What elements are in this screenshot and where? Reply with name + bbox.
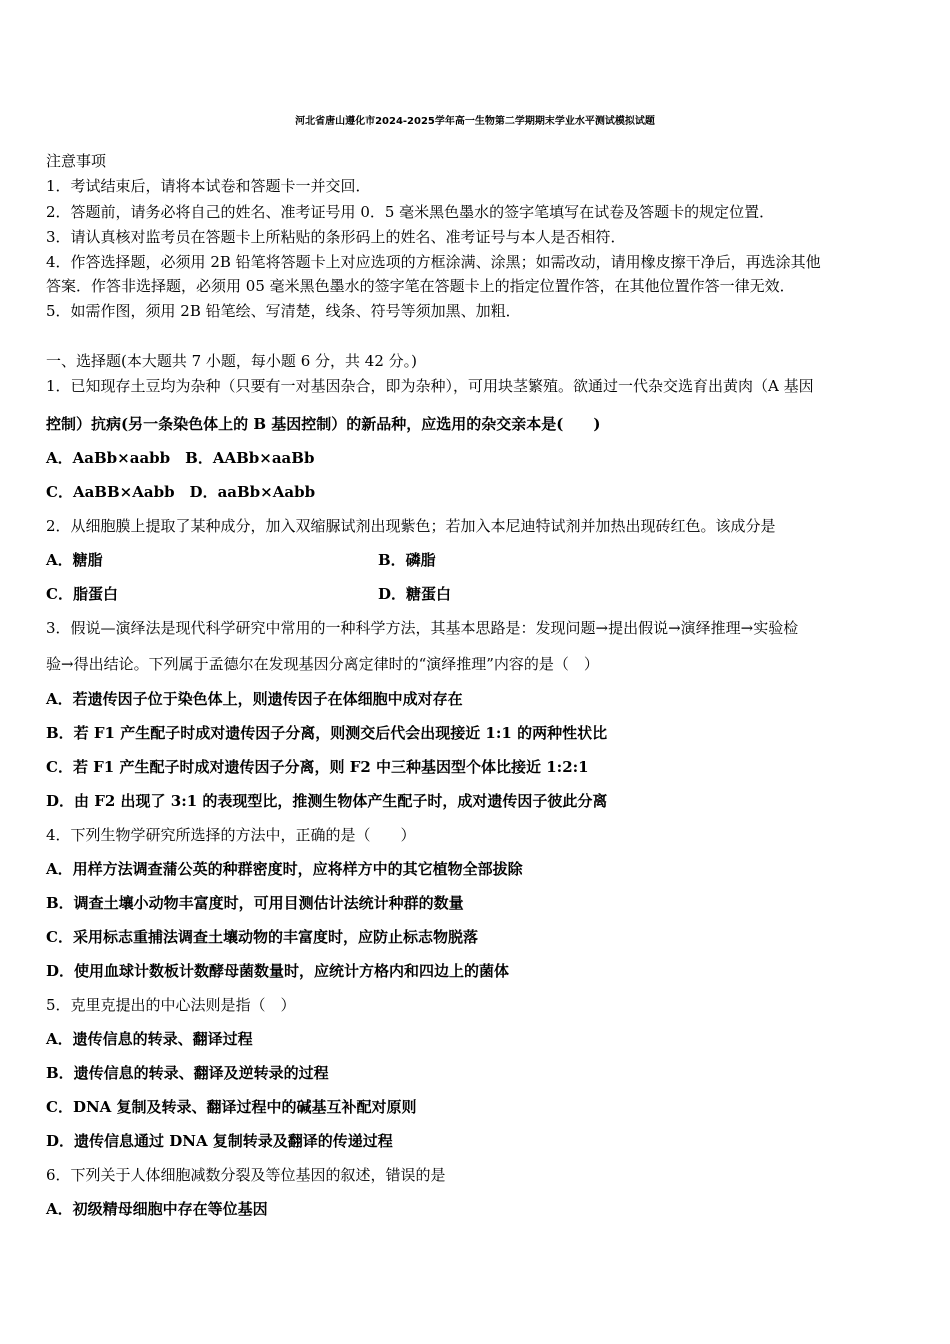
notice-item: 2．答题前，请务必将自己的姓名、准考证号用 0．5 毫米黑色墨水的签字笔填写在试卷及答题卡的规定位置． [46, 203, 775, 221]
question-1-options-cd: C．AaBB×Aabb D．aaBb×Aabb [46, 483, 316, 501]
question-6-stem: 6．下列关于人体细胞减数分裂及等位基因的叙述，错误的是 [46, 1166, 446, 1184]
question-2-option-a: A．糖脂 [46, 551, 103, 569]
question-1-stem-cont: 控制）抗病(另一条染色体上的 B 基因控制）的新品种，应选用的杂交亲本是( ) [46, 415, 601, 433]
question-5-stem: 5．克里克提出的中心法则是指（ ） [46, 996, 296, 1014]
question-2-stem: 2．从细胞膜上提取了某种成分，加入双缩脲试剂出现紫色；若加入本尼迪特试剂并加热出现砖红色。该成分是 [46, 517, 776, 535]
question-5-option-c: C．DNA 复制及转录、翻译过程中的碱基互补配对原则 [46, 1098, 417, 1116]
page-title: 河北省唐山遵化市2024-2025学年高一生物第二学期期末学业水平测试模拟试题 [295, 116, 655, 127]
notice-item: 3．请认真核对监考员在答题卡上所粘贴的条形码上的姓名、准考证号与本人是否相符． [46, 228, 626, 246]
question-3-stem: 3．假说—演绎法是现代科学研究中常用的一种科学方法，其基本思路是：发现问题→提出假说→演绎推理→实验检 [46, 619, 799, 637]
notice-heading: 注意事项 [46, 152, 107, 170]
question-2-option-d: D．糖蛋白 [378, 585, 452, 603]
question-3-stem-cont: 验→得出结论。下列属于孟德尔在发现基因分离定律时的“演绎推理”内容的是（ ） [46, 655, 599, 673]
question-4-option-c: C．采用标志重捕法调查土壤动物的丰富度时，应防止标志物脱落 [46, 928, 478, 946]
question-4-option-d: D．使用血球计数板计数酵母菌数量时，应统计方格内和四边上的菌体 [46, 962, 510, 980]
question-2-option-b: B．磷脂 [378, 551, 436, 569]
notice-item: 1．考试结束后，请将本试卷和答题卡一并交回． [46, 177, 371, 195]
question-5-option-a: A．遗传信息的转录、翻译过程 [46, 1030, 253, 1048]
question-1-options-ab: A．AaBb×aabb B．AABb×aaBb [46, 449, 315, 467]
question-4-option-a: A．用样方法调查蒲公英的种群密度时，应将样方中的其它植物全部拔除 [46, 860, 523, 878]
question-4-option-b: B．调查土壤小动物丰富度时，可用目测估计法统计种群的数量 [46, 894, 464, 912]
question-3-option-c: C．若 F1 产生配子时成对遗传因子分离，则 F2 中三种基因型个体比接近 1:2:1 [46, 758, 589, 776]
question-1-stem: 1．已知现存土豆均为杂种（只要有一对基因杂合，即为杂种），可用块茎繁殖。欲通过一代杂交选育出黄肉（A 基因 [46, 377, 814, 395]
question-5-option-d: D．遗传信息通过 DNA 复制转录及翻译的传递过程 [46, 1132, 393, 1150]
question-4-stem: 4．下列生物学研究所选择的方法中，正确的是（ ） [46, 826, 416, 844]
question-6-option-a: A．初级精母细胞中存在等位基因 [46, 1200, 268, 1218]
notice-item: 5．如需作图，须用 2B 铅笔绘、写清楚，线条、符号等须加黑、加粗． [46, 302, 521, 320]
question-3-option-b: B．若 F1 产生配子时成对遗传因子分离，则测交后代会出现接近 1:1 的两种性状比 [46, 724, 608, 742]
question-3-option-a: A．若遗传因子位于染色体上，则遗传因子在体细胞中成对存在 [46, 690, 463, 708]
section-heading: 一、选择题(本大题共 7 小题，每小题 6 分，共 42 分。) [46, 352, 417, 370]
question-5-option-b: B．遗传信息的转录、翻译及逆转录的过程 [46, 1064, 329, 1082]
notice-item: 答案．作答非选择题，必须用 05 毫米黑色墨水的签字笔在答题卡上的指定位置作答，在其他位置作答一律无效． [46, 277, 795, 295]
question-2-option-c: C．脂蛋白 [46, 585, 118, 603]
question-3-option-d: D．由 F2 出现了 3:1 的表现型比，推测生物体产生配子时，成对遗传因子彼此分离 [46, 792, 608, 810]
notice-item: 4．作答选择题，必须用 2B 铅笔将答题卡上对应选项的方框涂满、涂黑；如需改动，请用橡皮擦干净后，再选涂其他 [46, 253, 821, 271]
